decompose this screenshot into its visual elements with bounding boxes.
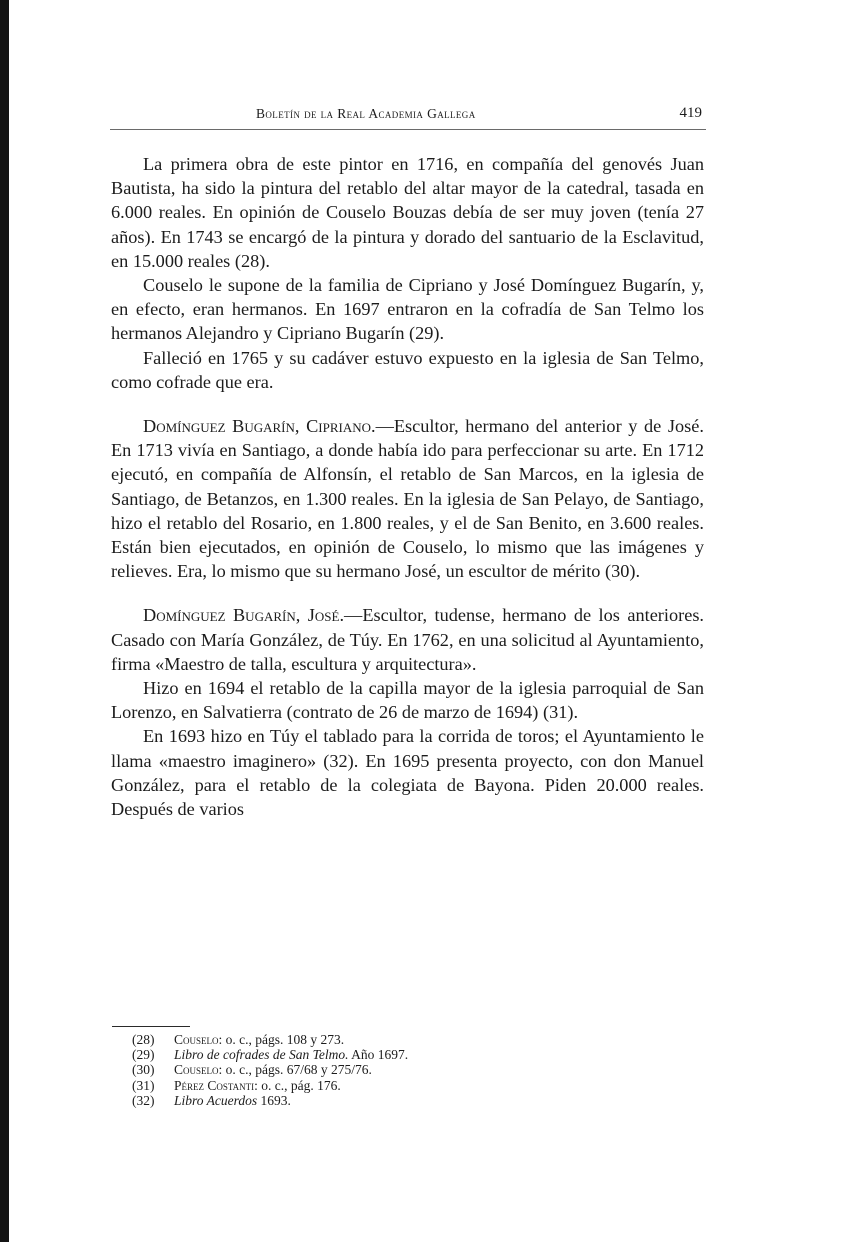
entry-heading: Domínguez Bugarín, José.: [143, 605, 345, 626]
footnote-text: o. c., págs. 108 y 273.: [225, 1032, 345, 1047]
running-title: Boletín de la Real Academia Gallega: [256, 106, 476, 121]
page-header: [110, 104, 706, 126]
footnote-author: Couselo:: [174, 1062, 223, 1078]
footnote-ref-32: (32): [323, 750, 354, 771]
paragraph-tail: .: [439, 323, 445, 344]
entry-tail: .: [635, 561, 641, 582]
paragraph-en-1693: [111, 724, 704, 821]
paragraph-tail: .: [573, 702, 579, 723]
footnote-author: Couselo:: [174, 1032, 223, 1047]
scan-edge-bar: [0, 0, 9, 1242]
footnote-author: Pérez Costanti:: [174, 1077, 258, 1093]
footnote-number: (31): [132, 1077, 155, 1093]
footnote-ref-31: (31): [542, 702, 574, 723]
footnote-30: [132, 1062, 692, 1077]
entry-text: —Escultor, tudense, hermano de los anteriores. Casado con María González, de Túy. En 1762, en una solicitud al Ayuntamiento, firma «Maestro de talla, escultura y arquitectura».: [111, 605, 705, 674]
entry-jose: [111, 603, 704, 676]
footnote-28: [132, 1032, 692, 1047]
footnote-29: [132, 1047, 692, 1062]
header-rule: [110, 129, 706, 130]
footnote-text: Año 1697.: [351, 1047, 409, 1063]
footnote-ref-28: (28): [234, 250, 266, 271]
paragraph-hizo-1694: [111, 676, 704, 724]
footnotes: [132, 1032, 692, 1108]
paragraph-text: Hizo en 1694 el retablo de la capilla mayor de la iglesia parroquial de San Lorenzo, en Salvatierra (contrato de 26 de marzo de 1694): [111, 678, 704, 723]
footnote-text: o. c., págs. 67/68 y 275/76.: [225, 1062, 372, 1078]
footnote-ref-30: (30): [605, 561, 636, 582]
entry-heading: Domínguez Bugarín, Cipriano.: [143, 416, 376, 437]
footnote-ref-29: (29): [409, 323, 440, 344]
footnote-31: [132, 1078, 692, 1093]
paragraph-fallecio: [111, 346, 704, 394]
footnote-number: (28): [132, 1032, 155, 1047]
footnote-rule: [112, 1026, 190, 1027]
paragraph-text: En 1693 hizo en Túy el tablado para la corrida de toros; el Ayuntamiento le llama «maestro imaginero»: [111, 726, 704, 771]
paragraph-couselo: [111, 273, 704, 346]
paragraph-text: Couselo le supone de la familia de Cipriano y José Domínguez Bugarín, y, en efecto, eran hermanos. En 1697 entraron en la cofradía de San Telmo los hermanos Alejandro y Cipriano Bugarín: [111, 275, 704, 344]
entry-cipriano: [111, 414, 704, 583]
paragraph-text: Falleció en 1765 y su cadáver estuvo expuesto en la iglesia de San Telmo, como cofrade que era.: [111, 347, 704, 392]
footnote-32: [132, 1093, 692, 1108]
body-text: [111, 152, 704, 821]
paragraph-text-continued: . En 1695 presenta proyecto, con don Manuel González, para el retablo de la colegiata de Bayona. Piden 20.000 reales. Después de varios: [111, 750, 705, 820]
footnote-text: o. c., pág. 176.: [261, 1077, 341, 1093]
paragraph-tail: .: [265, 250, 270, 271]
footnote-number: (29): [132, 1047, 155, 1063]
entry-text: —Escultor, hermano del anterior y de José. En 1713 vivía en Santiago, a donde había ido para perfeccionar su arte. En 1712 ejecutó, en compañía de Alfonsín, el retablo de San Marcos, en la iglesia de Santiago, de Betanzos, en 1.300 reales. En la iglesia de San Pelayo, de Santiago, hizo el retablo del Rosario, en 1.800 reales, y el de San Benito, en 3.600 reales. Están bien ejecutados, en opinión de Couselo, lo mismo que las imágenes y relieves. Era, lo mismo que su hermano José, un escultor de mérito: [111, 416, 704, 582]
footnote-title: Libro Acuerdos: [174, 1092, 258, 1108]
footnote-number: (30): [132, 1062, 155, 1078]
paragraph-text: La primera obra de este pintor en 1716, en compañía del genovés Juan Bautista, ha sido la pintura del retablo del altar mayor de la catedral, tasada en 6.000 reales. En opinión de Couselo Bouzas debía de ser muy joven (tenía 27 años). En 1743 se encargó de la pintura y dorado del santuario de la Esclavitud, en 15.000 reales: [111, 154, 704, 271]
page-number: 419: [679, 105, 702, 121]
paragraph-primera-obra: [111, 152, 704, 273]
footnote-text: 1693.: [260, 1092, 291, 1108]
footnote-number: (32): [132, 1092, 155, 1108]
footnote-title: Libro de cofrades de San Telmo.: [174, 1047, 349, 1063]
